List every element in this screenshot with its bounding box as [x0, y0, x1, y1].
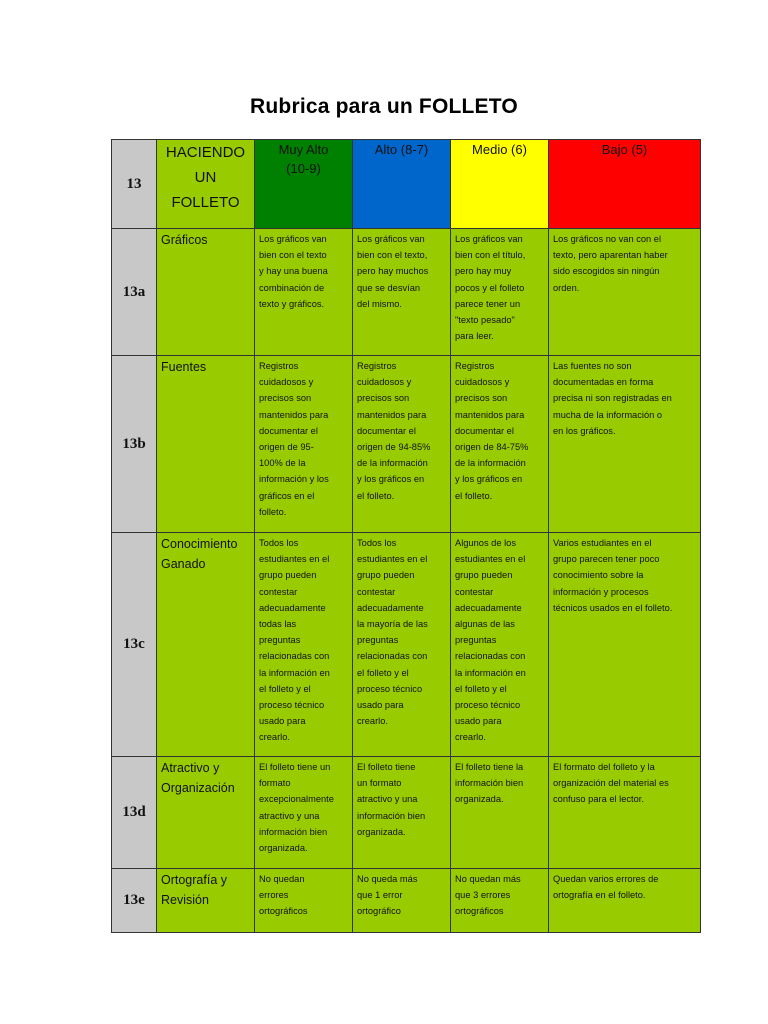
criteria-cell-muy-alto: No quedan errores ortográficos [255, 869, 353, 933]
rubric-row-13c [112, 533, 701, 757]
criteria-cell-bajo: Varios estudiantes en el grupo parecen tener poco conocimiento sobre la información y procesos técnicos usados en el folleto. [549, 533, 701, 757]
row-id: 13c [112, 533, 157, 757]
criteria-cell-muy-alto: Todos los estudiantes en el grupo pueden contestar adecuadamente todas las preguntas relacionadas con la información en el folleto y el proceso técnico usado para crearlo. [255, 533, 353, 757]
level-label-bajo: Bajo (5) [601, 142, 648, 157]
criteria-cell-alto: Todos los estudiantes en el grupo pueden contestar adecuadamente la mayoría de las preguntas relacionadas con el folleto y el proceso técnico usado para crearlo. [353, 533, 451, 757]
rubric-row-13a [112, 229, 701, 356]
header-category-label: HACIENDO UN FOLLETO [165, 144, 246, 211]
header-row [112, 140, 701, 229]
row-category: Fuentes [157, 356, 255, 533]
criteria-cell-bajo: Quedan varios errores de ortografía en el folleto. [549, 869, 701, 933]
document-title: Rubrica para un FOLLETO [250, 95, 518, 118]
criteria-cell-muy-alto: Registros cuidadosos y precisos son mantenidos para documentar el origen de 95- 100% de la información y los gráficos en el folleto. [255, 356, 353, 533]
row-id: 13e [112, 869, 157, 933]
rubric-row-13b [112, 356, 701, 533]
row-category: Conocimiento Ganado [157, 533, 255, 757]
rubric-row-13d [112, 757, 701, 869]
row-id: 13d [112, 757, 157, 869]
level-label-muy-alto: Muy Alto (10-9) [278, 142, 329, 176]
rubric-table [111, 139, 701, 933]
criteria-cell-alto: El folleto tiene un formato atractivo y una información bien organizada. [353, 757, 451, 869]
criteria-cell-medio: Algunos de los estudiantes en el grupo pueden contestar adecuadamente algunas de las preguntas relacionadas con la información en el folleto y el proceso técnico usado para crearlo. [451, 533, 549, 757]
level-label-medio: Medio (6) [472, 142, 527, 157]
criteria-cell-medio: No quedan más que 3 errores ortográficos [451, 869, 549, 933]
criteria-cell-bajo: Las fuentes no son documentadas en forma precisa ni son registradas en mucha de la información o en los gráficos. [549, 356, 701, 533]
criteria-cell-medio: Los gráficos van bien con el título, pero hay muy pocos y el folleto parece tener un "texto pesado" para leer. [451, 229, 549, 356]
criteria-cell-muy-alto: Los gráficos van bien con el texto y hay una buena combinación de texto y gráficos. [255, 229, 353, 356]
criteria-cell-muy-alto: El folleto tiene un formato excepcionalmente atractivo y una información bien organizada. [255, 757, 353, 869]
row-id: 13b [112, 356, 157, 533]
level-label-alto: Alto (8-7) [374, 142, 429, 157]
header-category-cell [157, 140, 255, 229]
header-level-medio [451, 140, 549, 229]
criteria-cell-alto: Los gráficos van bien con el texto, pero hay muchos que se desvían del mismo. [353, 229, 451, 356]
rubric-row-13e [112, 869, 701, 933]
header-level-alto [353, 140, 451, 229]
row-category: Atractivo y Organización [157, 757, 255, 869]
row-category: Ortografía y Revisión [157, 869, 255, 933]
header-id-cell: 13 [112, 140, 157, 229]
criteria-cell-bajo: Los gráficos no van con el texto, pero aparentan haber sido escogidos sin ningún orden. [549, 229, 701, 356]
criteria-cell-medio: Registros cuidadosos y precisos son mantenidos para documentar el origen de 84-75% de la información y los gráficos en el folleto. [451, 356, 549, 533]
criteria-cell-alto: Registros cuidadosos y precisos son mantenidos para documentar el origen de 94-85% de la información y los gráficos en el folleto. [353, 356, 451, 533]
criteria-cell-medio: El folleto tiene la información bien organizada. [451, 757, 549, 869]
header-level-bajo [549, 140, 701, 229]
criteria-cell-alto: No queda más que 1 error ortográfico [353, 869, 451, 933]
row-category: Gráficos [157, 229, 255, 356]
row-id: 13a [112, 229, 157, 356]
criteria-cell-bajo: El formato del folleto y la organización del material es confuso para el lector. [549, 757, 701, 869]
header-level-muy-alto [255, 140, 353, 229]
